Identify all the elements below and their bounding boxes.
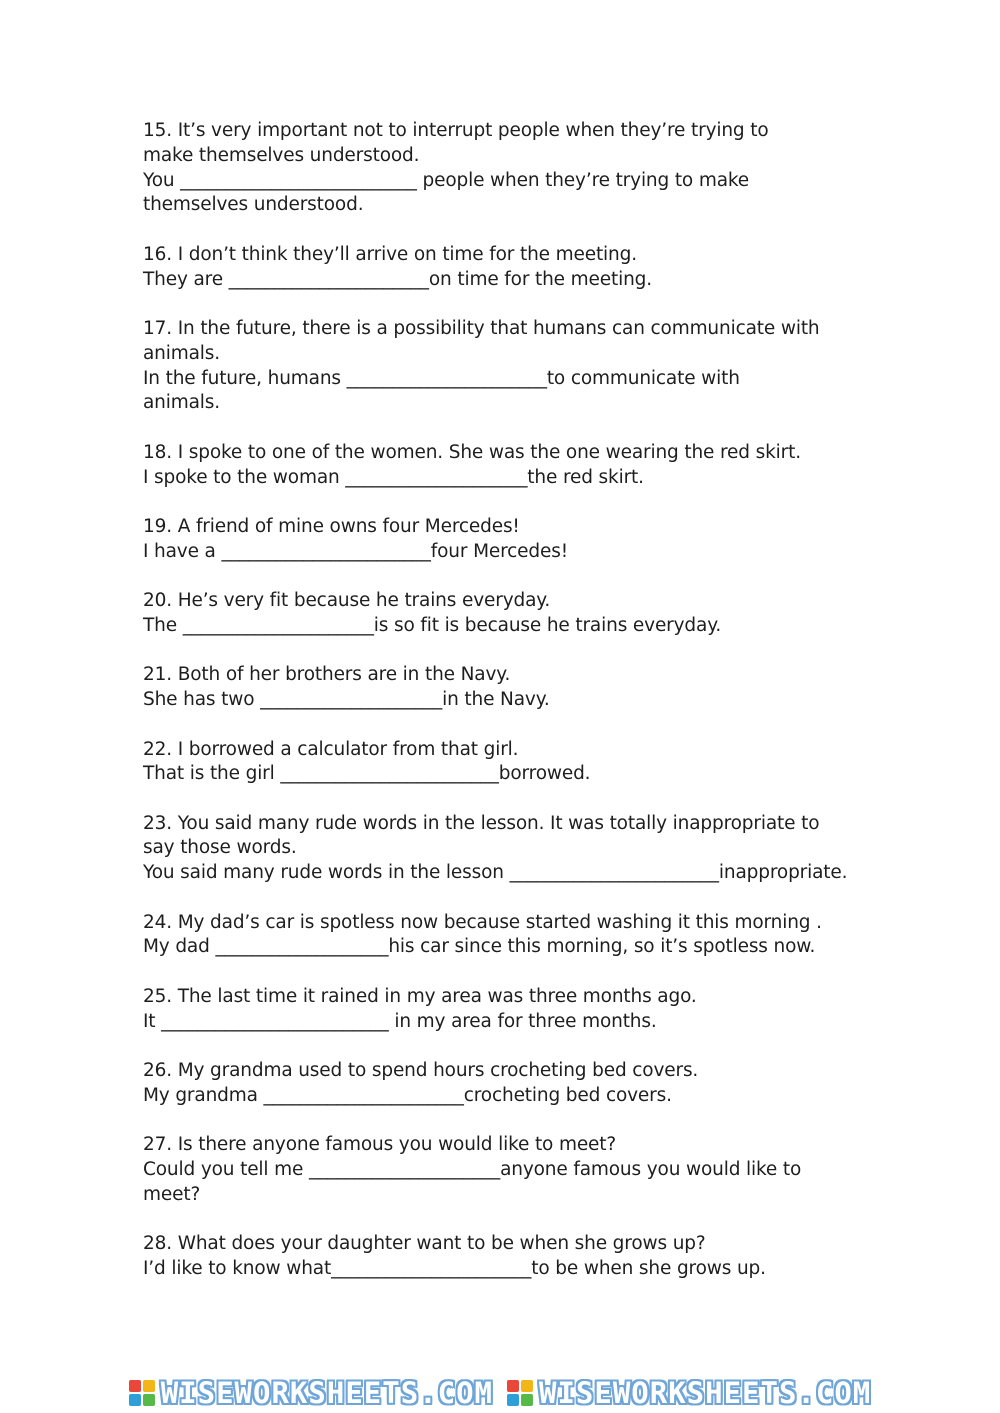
exercise-20 — [143, 589, 903, 639]
exercise-16 — [143, 243, 903, 293]
wise-worksheets-logo-icon — [507, 1380, 533, 1406]
exercise-line: 20. He’s very fit because he trains everyday. — [143, 590, 551, 612]
exercise-line: 24. My dad’s car is spotless now because started washing it this morning . — [143, 911, 822, 933]
exercise-line: She has two ____________________in the Navy. — [143, 689, 550, 711]
exercise-line: You said many rude words in the lesson _______________________inappropriate. — [143, 862, 848, 884]
exercise-line: 15. It’s very important not to interrupt people when they’re trying to — [143, 120, 769, 141]
footer-watermark — [0, 1372, 1000, 1413]
exercise-line: You __________________________ people when they’re trying to make — [143, 169, 750, 191]
exercise-15 — [143, 119, 903, 218]
exercise-line: 19. A friend of mine owns four Mercedes! — [143, 515, 520, 537]
watermark-logo — [507, 1376, 871, 1410]
exercise-18 — [143, 441, 903, 491]
exercise-line: 16. I don’t think they’ll arrive on time for the meeting. — [143, 243, 637, 265]
exercise-line: 26. My grandma used to spend hours crocheting bed covers. — [143, 1060, 699, 1082]
exercise-line: 17. In the future, there is a possibility that humans can communicate with — [143, 317, 820, 339]
exercise-line: The _____________________is so fit is because he trains everyday. — [143, 614, 722, 636]
exercise-line: make themselves understood. — [143, 144, 420, 166]
exercise-line: That is the girl ________________________borrowed. — [143, 763, 591, 785]
exercise-line: I’d like to know what______________________to be when she grows up. — [143, 1258, 766, 1280]
exercise-line: 28. What does your daughter want to be when she grows up? — [143, 1233, 706, 1255]
exercise-line: animals. — [143, 342, 221, 364]
exercise-23 — [143, 812, 903, 886]
exercise-line: It _________________________ in my area for three months. — [143, 1010, 657, 1032]
wise-worksheets-logo-icon — [129, 1380, 155, 1406]
exercise-28 — [143, 1232, 903, 1282]
exercise-line: 18. I spoke to one of the women. She was the one wearing the red skirt. — [143, 441, 801, 463]
exercise-line: say those words. — [143, 837, 297, 859]
exercise-line: meet? — [143, 1183, 201, 1205]
exercise-line: Could you tell me _____________________anyone famous you would like to — [143, 1159, 802, 1181]
worksheet — [143, 119, 903, 1282]
exercise-line: In the future, humans ______________________to communicate with — [143, 367, 740, 389]
exercise-line: themselves understood. — [143, 194, 364, 216]
exercise-line: My grandma ______________________crocheting bed covers. — [143, 1084, 672, 1106]
exercise-17 — [143, 317, 903, 416]
exercise-27 — [143, 1133, 903, 1207]
exercise-line: animals. — [143, 392, 221, 414]
watermark-text: WISEWORKSHEETS.COM — [539, 1375, 872, 1410]
exercise-24 — [143, 911, 903, 961]
exercise-line: My dad ___________________his car since this morning, so it’s spotless now. — [143, 936, 816, 958]
exercise-22 — [143, 738, 903, 788]
exercise-line: 25. The last time it rained in my area was three months ago. — [143, 985, 697, 1007]
exercise-line: 21. Both of her brothers are in the Navy. — [143, 664, 511, 686]
exercise-line: They are ______________________on time for the meeting. — [143, 268, 652, 290]
exercise-21 — [143, 663, 903, 713]
exercise-line: 22. I borrowed a calculator from that girl. — [143, 738, 519, 760]
exercise-25 — [143, 985, 903, 1035]
exercise-19 — [143, 515, 903, 565]
watermark-logo — [129, 1376, 493, 1410]
exercise-line: I spoke to the woman ____________________the red skirt. — [143, 466, 644, 488]
exercise-26 — [143, 1059, 903, 1109]
exercise-line: 23. You said many rude words in the lesson. It was totally inappropriate to — [143, 812, 820, 834]
watermark-text: WISEWORKSHEETS.COM — [160, 1375, 493, 1410]
exercise-line: 27. Is there anyone famous you would like to meet? — [143, 1134, 617, 1156]
exercise-line: I have a _______________________four Mercedes! — [143, 540, 568, 562]
